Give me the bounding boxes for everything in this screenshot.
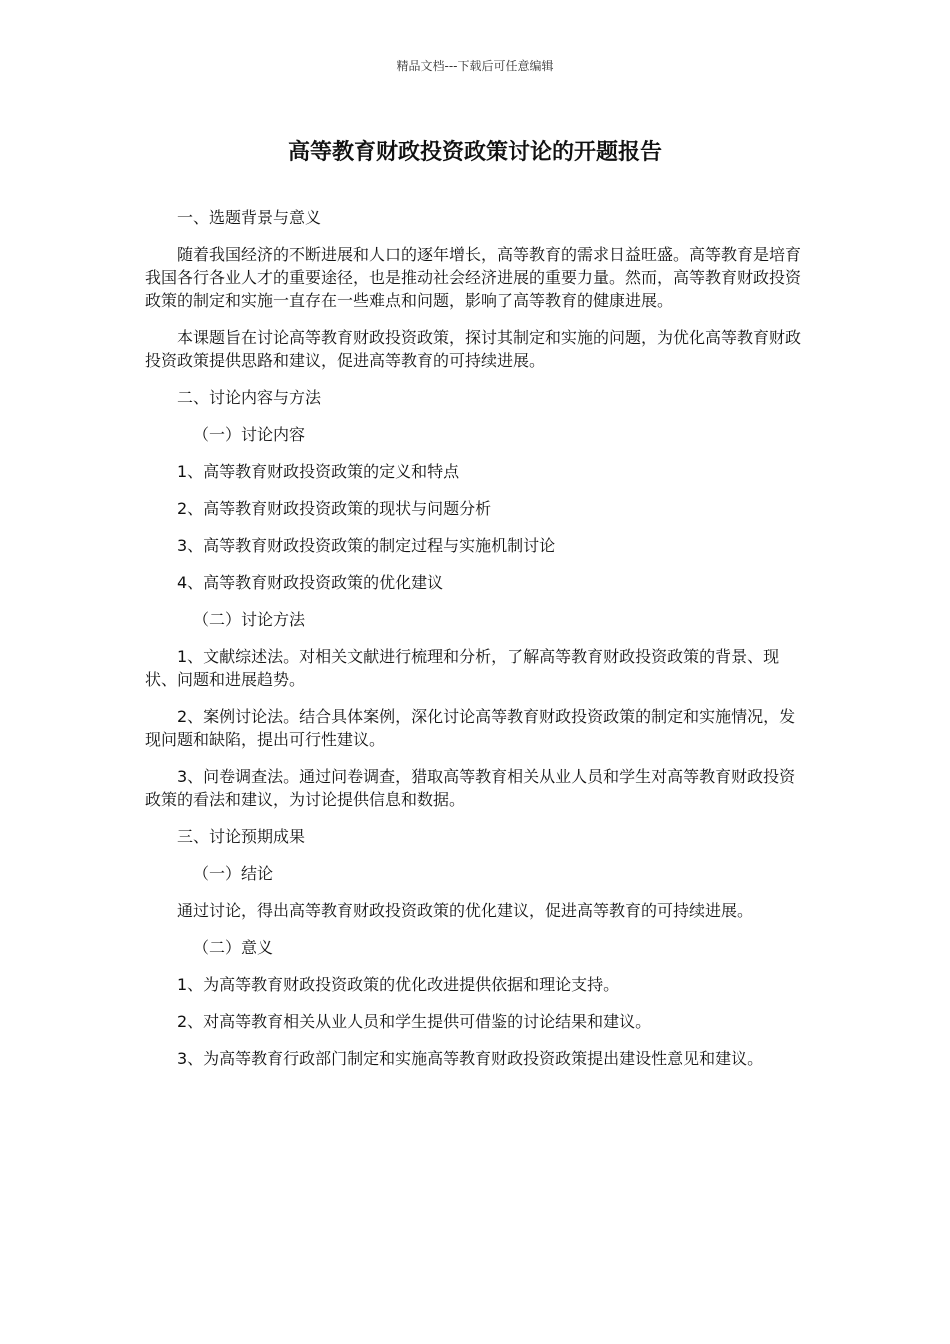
list-item-content-3: 3、高等教育财政投资政策的制定过程与实施机制讨论 [177,536,556,555]
section-heading-outcomes: 三、讨论预期成果 [177,827,306,846]
list-item-method-2: 2、案例讨论法。结合具体案例，深化讨论高等教育财政投资政策的制定和实施情况，发现问题和缺陷，提出可行性建议。 [145,707,796,749]
document-title: 高等教育财政投资政策讨论的开题报告 [287,140,662,165]
subheading-methods: （二）讨论方法 [193,610,306,629]
list-item-content-4: 4、高等教育财政投资政策的优化建议 [177,573,444,592]
page-header: 精品文档---下载后可任意编辑 [396,59,554,73]
document-body [145,206,810,1084]
list-item-method-3: 3、问卷调查法。通过问卷调查，猎取高等教育相关从业人员和学生对高等教育财政投资政策的看法和建议，为讨论提供信息和数据。 [145,767,796,809]
subheading-conclusion: （一）结论 [193,864,274,883]
list-item-content-1: 1、高等教育财政投资政策的定义和特点 [177,462,460,481]
list-item-significance-1: 1、为高等教育财政投资政策的优化改进提供依据和理论支持。 [177,975,620,994]
paragraph-conclusion: 通过讨论，得出高等教育财政投资政策的优化建议，促进高等教育的可持续进展。 [177,901,754,920]
paragraph-background: 随着我国经济的不断进展和人口的逐年增长，高等教育的需求日益旺盛。高等教育是培育我国各行各业人才的重要途径，也是推动社会经济进展的重要力量。然而，高等教育财政投资政策的制定和实施一直存在一些难点和问题，影响了高等教育的健康进展。 [145,245,802,310]
paragraph-purpose: 本课题旨在讨论高等教育财政投资政策，探讨其制定和实施的问题，为优化高等教育财政投资政策提供思路和建议，促进高等教育的可持续进展。 [145,328,802,370]
list-item-significance-3: 3、为高等教育行政部门制定和实施高等教育财政投资政策提出建设性意见和建议。 [177,1049,764,1068]
list-item-significance-2: 2、对高等教育相关从业人员和学生提供可借鉴的讨论结果和建议。 [177,1012,652,1031]
subheading-content: （一）讨论内容 [193,425,306,444]
subheading-significance: （二）意义 [193,938,274,957]
list-item-method-1: 1、文献综述法。对相关文献进行梳理和分析，了解高等教育财政投资政策的背景、现状、问题和进展趋势。 [145,647,780,689]
section-heading-background: 一、选题背景与意义 [177,208,322,227]
section-heading-content-methods: 二、讨论内容与方法 [177,388,322,407]
list-item-content-2: 2、高等教育财政投资政策的现状与问题分析 [177,499,492,518]
